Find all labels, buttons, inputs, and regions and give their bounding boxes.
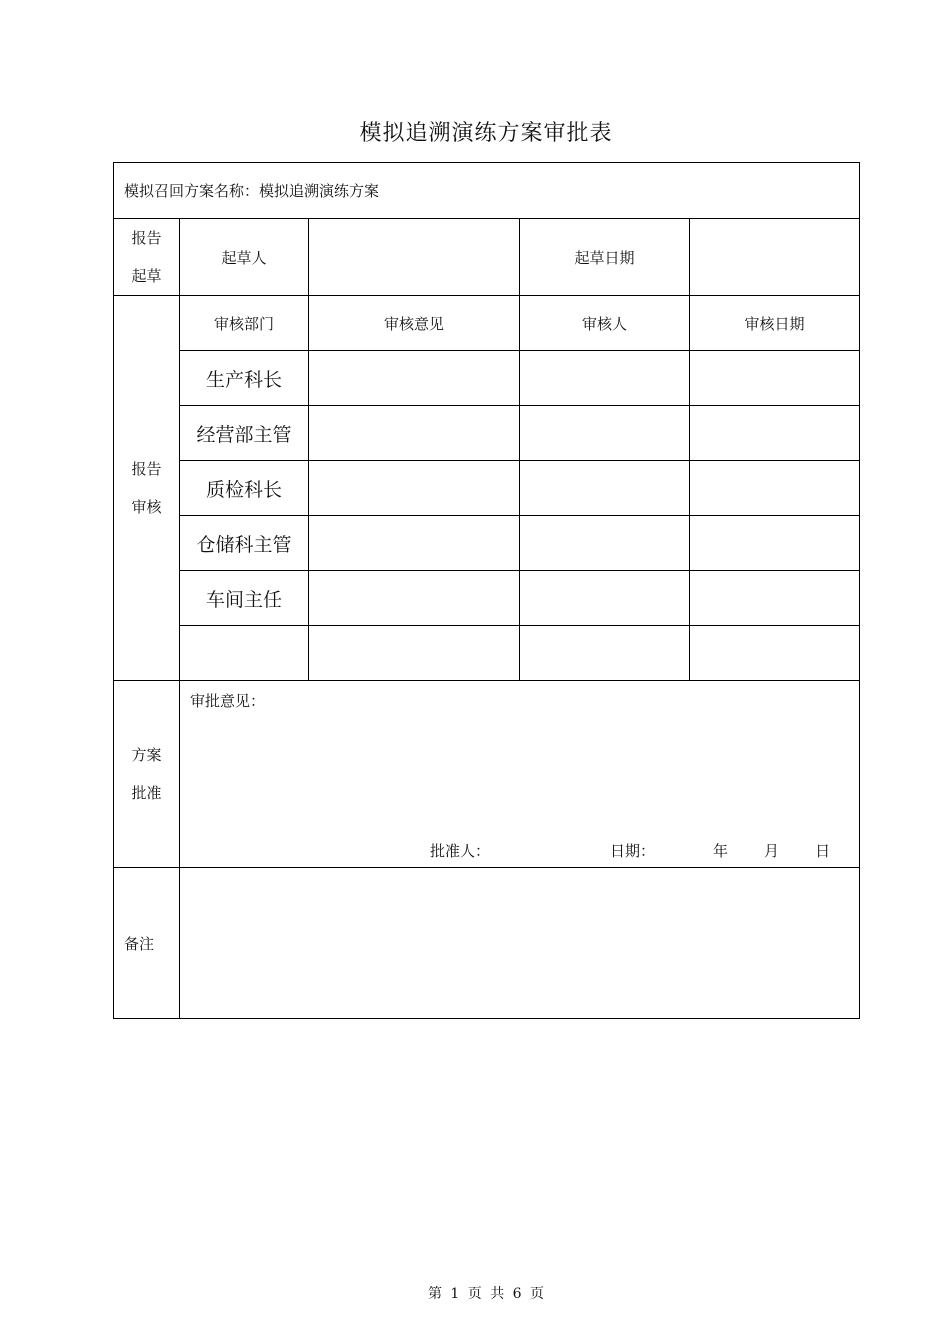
drafter-label: 起草人 xyxy=(180,219,309,296)
drafter-field[interactable] xyxy=(309,219,520,296)
review-row xyxy=(114,516,860,571)
review-row xyxy=(114,571,860,626)
review-opinion-field[interactable] xyxy=(309,406,520,461)
review-date-field[interactable] xyxy=(690,571,860,626)
header-review-dept: 审核部门 xyxy=(180,296,309,351)
reviewer-field[interactable] xyxy=(520,571,690,626)
review-dept: 经营部主管 xyxy=(180,406,309,461)
month-label: 月 xyxy=(764,842,780,860)
review-opinion-field[interactable] xyxy=(309,571,520,626)
approval-signature-line xyxy=(430,840,830,861)
review-opinion-field[interactable] xyxy=(309,351,520,406)
draft-section-label: 报告 起草 xyxy=(114,219,180,296)
approval-opinion-label: 审批意见： xyxy=(190,692,266,710)
page-footer: 第 1 页 共 6 页 xyxy=(427,1286,545,1302)
review-date-field[interactable] xyxy=(690,351,860,406)
approval-area[interactable] xyxy=(180,681,860,868)
form-title: 模拟追溯演练方案审批表 xyxy=(359,121,613,146)
approval-row xyxy=(114,681,860,868)
header-review-opinion: 审核意见 xyxy=(309,296,520,351)
review-dept: 仓储科主管 xyxy=(180,516,309,571)
draft-date-label: 起草日期 xyxy=(520,219,690,296)
review-row xyxy=(114,406,860,461)
review-dept[interactable] xyxy=(180,626,309,681)
review-header-row xyxy=(114,296,860,351)
approval-date-label: 日期： xyxy=(610,842,656,860)
draft-row xyxy=(114,219,860,296)
remark-label: 备注 xyxy=(114,868,180,1019)
reviewer-field[interactable] xyxy=(520,461,690,516)
approver-label: 批准人： xyxy=(430,842,491,860)
approval-section-label: 方案 批准 xyxy=(114,681,180,868)
header-review-date: 审核日期 xyxy=(690,296,860,351)
review-date-field[interactable] xyxy=(690,406,860,461)
reviewer-field[interactable] xyxy=(520,626,690,681)
review-dept: 生产科长 xyxy=(180,351,309,406)
remark-row xyxy=(114,868,860,1019)
review-row xyxy=(114,626,860,681)
draft-date-field[interactable] xyxy=(690,219,860,296)
plan-name-row xyxy=(114,163,860,219)
review-dept: 质检科长 xyxy=(180,461,309,516)
review-date-field[interactable] xyxy=(690,626,860,681)
review-opinion-field[interactable] xyxy=(309,461,520,516)
review-dept: 车间主任 xyxy=(180,571,309,626)
review-date-field[interactable] xyxy=(690,461,860,516)
review-row xyxy=(114,351,860,406)
approval-form-table xyxy=(113,162,860,1019)
reviewer-field[interactable] xyxy=(520,351,690,406)
review-row xyxy=(114,461,860,516)
review-date-field[interactable] xyxy=(690,516,860,571)
review-opinion-field[interactable] xyxy=(309,516,520,571)
reviewer-field[interactable] xyxy=(520,516,690,571)
header-reviewer: 审核人 xyxy=(520,296,690,351)
reviewer-field[interactable] xyxy=(520,406,690,461)
day-label: 日 xyxy=(815,842,831,860)
review-section-label: 报告 审核 xyxy=(114,296,180,681)
plan-name: 模拟召回方案名称：模拟追溯演练方案 xyxy=(114,163,860,219)
remark-field[interactable] xyxy=(180,868,860,1019)
year-label: 年 xyxy=(713,842,729,860)
review-opinion-field[interactable] xyxy=(309,626,520,681)
